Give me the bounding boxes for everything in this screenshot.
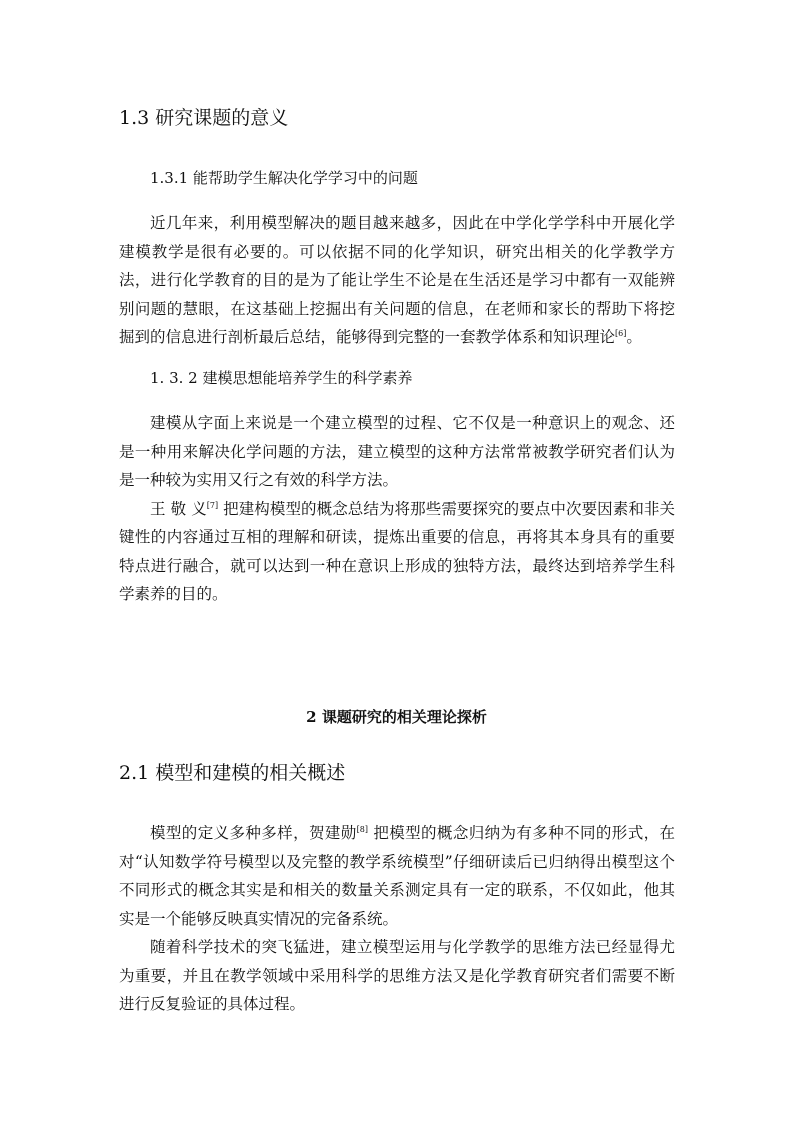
subsection-heading-1-3-2: 1. 3. 2 建模思想能培养学生的科学素养 <box>150 369 413 387</box>
paragraph-text <box>119 209 675 352</box>
subsection-heading-1-3-1: 1.3.1 能帮助学生解决化学学习中的问题 <box>150 169 418 187</box>
chapter-heading-2: 2 课题研究的相关理论探析 <box>306 708 487 726</box>
paragraphs-1-3-2 <box>119 409 675 609</box>
paragraph-1-3-1 <box>119 209 675 352</box>
paragraph-start: 模型的定义多种多样，贺建勋 <box>150 824 357 842</box>
paragraph-body: 把模型的概念归纳为有多种不同的形式，在对“认知数学符号模型以及完整的教学系统模型”仔细研读后已归纳得出模型这个不同形式的概念其实是和相关的数量关系测定具有一定的联系，不仅如此，他其实是一个能够反映真实情况的完备系统。 <box>119 824 675 928</box>
paragraphs-2-1 <box>119 819 675 1019</box>
author-name: 王 敬 义 <box>150 499 207 518</box>
paragraph-body: 把建构模型的概念总结为将那些需要探究的要点中次要因素和非关键性的内容通过互相的理解和研读，提炼出重要的信息，再将其本身具有的重要特点进行融合，就可以达到一种在意识上形成的独特方法，最终达到培养学生科学素养的目的。 <box>119 499 675 603</box>
paragraph-text <box>119 819 675 933</box>
section-heading-2-1: 2.1 模型和建模的相关概述 <box>119 762 346 784</box>
paragraph-text: 随着科学技术的突飞猛进，建立模型运用与化学教学的思维方法已经显得尤为重要，并且在教学领域中采用科学的思维方法又是化学教育研究者们需要不断进行反复验证的具体过程。 <box>119 938 675 1013</box>
paragraph-text <box>119 495 675 609</box>
citation-ref: [8] <box>356 824 369 834</box>
paragraph-end: 。 <box>626 328 642 346</box>
section-heading-1-3: 1.3 研究课题的意义 <box>119 107 289 129</box>
paragraph-text: 建模从字面上来说是一个建立模型的过程、它不仅是一种意识上的观念、还是一种用来解决化学问题的方法，建立模型的这种方法常常被教学研究者们认为是一种较为实用又行之有效的科学方法。 <box>119 414 675 489</box>
paragraph-body: 近几年来，利用模型解决的题目越来越多，因此在中学化学学科中开展化学建模教学是很有必要的。可以依据不同的化学知识，研究出相关的化学教学方法，进行化学教育的目的是为了能让学生不论是在生活还是学习中都有一双能辨别问题的慧眼，在这基础上挖掘出有关问题的信息，在老师和家长的帮助下将挖掘到的信息进行剖析最后总结，能够得到完整的一套教学体系和知识理论 <box>119 214 675 346</box>
citation-ref: [6] <box>615 328 627 338</box>
citation-ref: [7] <box>206 500 219 510</box>
